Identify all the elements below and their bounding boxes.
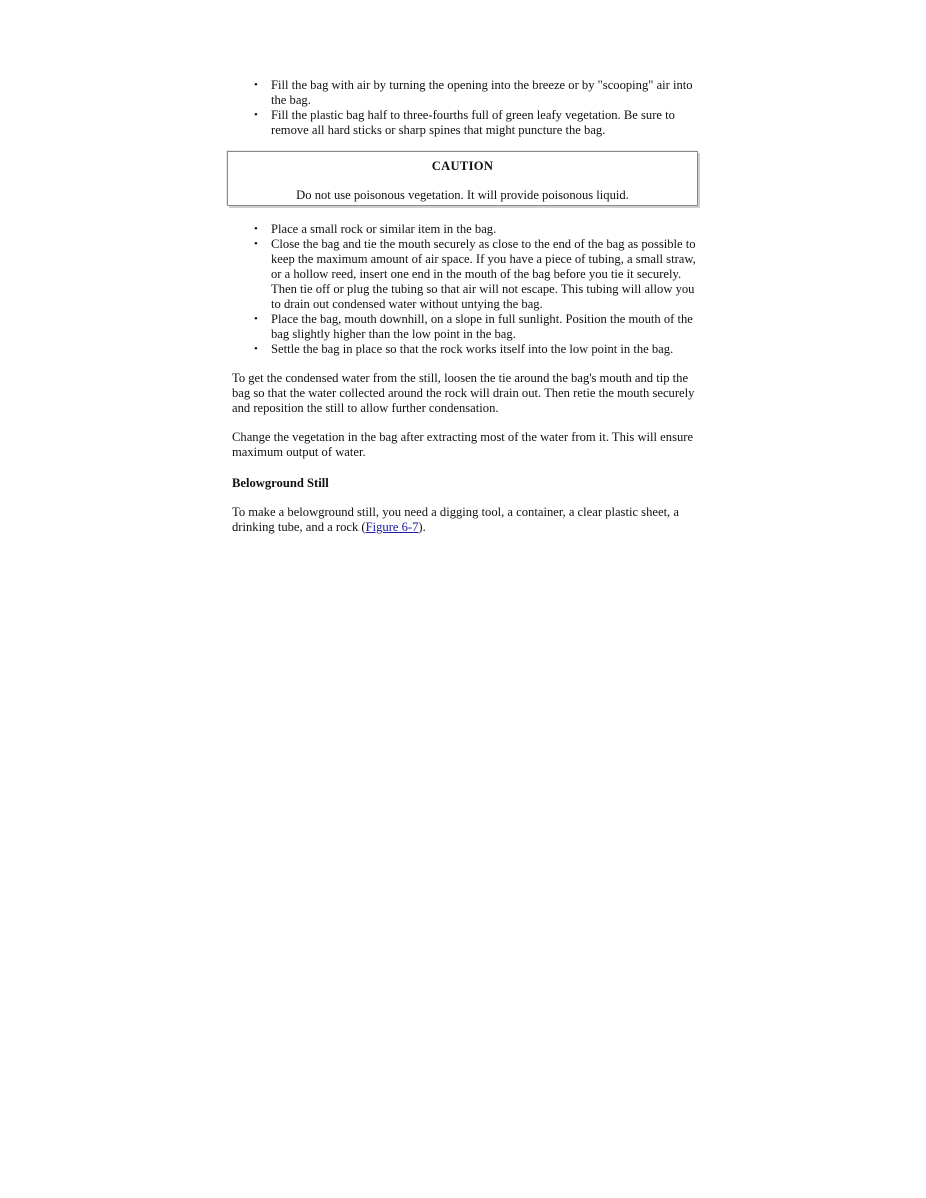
bullet-icon: • <box>254 223 258 235</box>
list-item <box>250 312 700 342</box>
caution-box <box>227 151 698 206</box>
list-item <box>250 222 700 237</box>
list-item <box>250 108 700 138</box>
list-item <box>250 342 700 357</box>
caution-text: Do not use poisonous vegetation. It will provide poisonous liquid. <box>296 188 629 202</box>
list-item-text: Place the bag, mouth downhill, on a slope in full sunlight. Position the mouth of the bag slightly higher than the low point in the bag. <box>271 312 693 341</box>
list-item-text: Place a small rock or similar item in the bag. <box>271 222 497 236</box>
caution-title: CAUTION <box>431 159 494 173</box>
list-item-text: Close the bag and tie the mouth securely as close to the end of the bag as possible to keep the maximum amount of air space. If you have a piece of tubing, a small straw, or a hollow reed, insert one end in the mouth of the bag before you tie it securely. Then tie off or plug the tubing so that air will not escape. This tubing will allow you to drain out condensed water without untying the bag. <box>271 237 696 311</box>
section-heading: Belowground Still <box>232 476 329 490</box>
bullet-icon: • <box>254 109 258 121</box>
bullet-list-fill-bag <box>250 78 700 138</box>
list-item-text: Settle the bag in place so that the rock works itself into the low point in the bag. <box>271 342 674 356</box>
paragraph-text-end: ). <box>418 520 426 534</box>
bullet-icon: • <box>254 238 258 250</box>
bullet-icon: • <box>254 79 258 91</box>
paragraph-belowground-still <box>232 505 698 535</box>
list-item-text: Fill the bag with air by turning the opening into the breeze or by "scooping" air into the bag. <box>271 78 693 107</box>
list-item <box>250 237 700 312</box>
list-item-text: Fill the plastic bag half to three-fourths full of green leafy vegetation. Be sure to remove all hard sticks or sharp spines that might puncture the bag. <box>271 108 675 137</box>
bullet-icon: • <box>254 343 258 355</box>
paragraph-collect-water: To get the condensed water from the still, loosen the tie around the bag's mouth and tip the bag so that the water collected around the rock will drain out. Then retie the mouth securely and reposition the still to allow further condensation. <box>232 371 695 415</box>
bullet-icon: • <box>254 313 258 325</box>
figure-link[interactable]: Figure 6-7 <box>365 520 419 534</box>
paragraph-text: To make a belowground still, you need a digging tool, a container, a clear plastic sheet, a drinking tube, and a rock ( <box>232 505 679 534</box>
paragraph-change-vegetation: Change the vegetation in the bag after extracting most of the water from it. This will ensure maximum output of water. <box>232 430 694 459</box>
list-item <box>250 78 700 108</box>
bullet-list-assemble-still <box>250 222 700 357</box>
